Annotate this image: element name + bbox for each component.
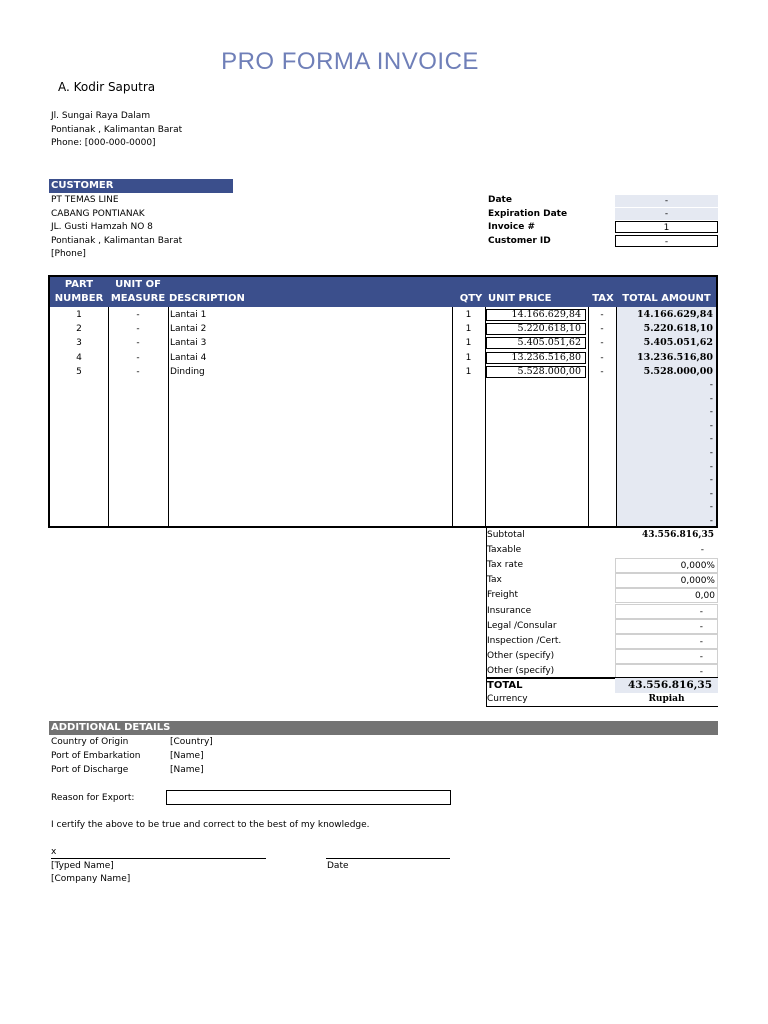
total-amount-cell: 5.405.051,62 [643, 337, 713, 349]
total-amount-cell: 14.166.629,84 [636, 309, 713, 320]
empty-total-cell: - [709, 488, 713, 499]
port-of-embarkation-value[interactable]: [Name] [170, 751, 204, 761]
description-cell: Lantai 2 [170, 324, 207, 335]
table-row [50, 322, 716, 336]
total-amount-cell: 5.220.618,10 [643, 323, 713, 335]
header-total-amount: TOTAL AMOUNT [622, 293, 711, 304]
currency-value[interactable]: Rupiah [648, 694, 685, 704]
additional-details-heading: ADDITIONAL DETAILS [49, 721, 718, 735]
customer-id-field[interactable]: - [615, 235, 718, 247]
unit-price-cell[interactable]: 5.405.051,62 [486, 337, 586, 349]
unit-cell: - [136, 338, 140, 349]
items-table [48, 275, 718, 528]
company-address [51, 110, 182, 151]
totals-value[interactable]: 0,00 [615, 588, 718, 603]
customer-line: Pontianak , Kalimantan Barat [51, 235, 183, 246]
qty-cell: 1 [465, 310, 472, 320]
phone-line: Phone: [000-000-0000] [51, 138, 156, 148]
customer-phone: [Phone] [51, 249, 86, 259]
expiration-date-field[interactable]: - [615, 208, 718, 220]
invoice-number-label: Invoice # [488, 222, 536, 232]
table-header [50, 277, 716, 307]
totals-label: Subtotal [487, 530, 525, 540]
unit-cell: - [136, 324, 140, 335]
address-line: Jl. Sungai Raya Dalam [51, 111, 151, 121]
unit-cell: - [136, 310, 140, 320]
customer-line: CABANG PONTIANAK [51, 208, 145, 219]
customer-id-label: Customer ID [488, 235, 551, 246]
description-cell: Lantai 3 [170, 338, 207, 349]
customer-line: PT TEMAS LINE [51, 195, 119, 205]
date-label: Date [488, 195, 512, 205]
empty-total-cell: - [709, 420, 713, 431]
signature-date-label: Date [327, 861, 349, 871]
description-cell: Lantai 4 [170, 352, 207, 363]
invoice-number-field[interactable]: 1 [615, 221, 718, 233]
tax-cell: - [600, 324, 604, 335]
signature-x: x [51, 847, 57, 857]
header-unit-price: UNIT PRICE [488, 293, 552, 304]
table-row [50, 351, 716, 365]
header-tax: TAX [592, 293, 614, 304]
qty-cell: 1 [465, 366, 472, 377]
totals-value[interactable]: 0,000% [615, 558, 718, 573]
totals-value: 43.556.816,35 [641, 530, 714, 540]
header-part-number [50, 278, 108, 306]
unit-price-cell[interactable]: 5.220.618,10 [486, 323, 586, 335]
qty-cell: 1 [465, 324, 472, 335]
meta-labels [488, 194, 567, 248]
totals-label: Tax rate [487, 560, 523, 571]
part-number-cell: 5 [76, 366, 82, 377]
port-of-discharge-label: Port of Discharge [51, 765, 129, 775]
unit-price-cell[interactable]: 13.236.516,80 [486, 352, 586, 364]
totals-value[interactable]: - [615, 634, 718, 649]
empty-total-cell: - [709, 407, 713, 418]
totals-value[interactable]: - [615, 649, 718, 664]
grand-total-label: TOTAL [487, 680, 523, 691]
total-amount-cell: 5.528.000,00 [643, 365, 713, 377]
totals-value[interactable]: - [615, 604, 718, 619]
header-text: PART [64, 279, 94, 290]
part-number-cell: 2 [76, 324, 82, 335]
qty-cell: 1 [465, 352, 472, 363]
customer-heading: CUSTOMER [49, 179, 233, 193]
tax-cell: - [600, 338, 604, 349]
date-line [326, 858, 450, 859]
document-title: PRO FORMA INVOICE [221, 48, 479, 75]
part-number-cell: 3 [76, 338, 82, 349]
empty-total-cell: - [709, 448, 713, 458]
tax-cell: - [600, 352, 604, 363]
totals-label: Taxable [487, 545, 522, 556]
currency-label: Currency [487, 694, 528, 704]
header-qty: QTY [459, 293, 483, 304]
typed-name[interactable]: [Typed Name] [51, 861, 114, 871]
unit-price-cell[interactable]: 5.528.000,00 [486, 366, 586, 378]
unit-cell: - [136, 352, 140, 363]
unit-cell: - [136, 366, 140, 377]
company-name: A. Kodir Saputra [58, 80, 156, 94]
customer-line: JL. Gusti Hamzah NO 8 [51, 222, 153, 232]
address-line: Pontianak , Kalimantan Barat [51, 124, 183, 135]
totals-label: Freight [487, 590, 519, 601]
table-row [50, 336, 716, 350]
country-of-origin-label: Country of Origin [51, 737, 129, 747]
empty-total-cell: - [709, 516, 713, 526]
grand-total-value: 43.556.816,35 [615, 678, 718, 693]
company-name-placeholder[interactable]: [Company Name] [51, 874, 131, 884]
empty-total-cell: - [709, 393, 713, 404]
description-cell: Dinding [170, 366, 205, 377]
totals-value[interactable]: 0,000% [615, 573, 718, 588]
description-cell: Lantai 1 [170, 310, 207, 320]
reason-for-export-field[interactable] [166, 790, 451, 805]
header-text: UNIT OF [115, 279, 161, 290]
tax-cell: - [600, 310, 604, 320]
tax-cell: - [600, 366, 604, 377]
empty-total-cell: - [709, 502, 713, 513]
port-of-embarkation-label: Port of Embarkation [51, 751, 141, 761]
empty-total-cell: - [709, 434, 713, 445]
table-row [50, 308, 716, 322]
unit-price-cell[interactable]: 14.166.629,84 [486, 309, 586, 321]
totals-value: - [700, 545, 704, 556]
totals-label: Legal /Consular [487, 620, 557, 631]
country-of-origin-value[interactable]: [Country] [170, 737, 213, 747]
part-number-cell: 1 [76, 310, 82, 320]
totals-label: Tax [487, 575, 502, 586]
totals-label: Inspection /Cert. [487, 635, 562, 646]
empty-total-cell: - [709, 380, 713, 390]
totals-label: Insurance [487, 605, 532, 616]
signature-line [51, 858, 266, 859]
empty-total-cell: - [709, 475, 713, 486]
customer-details [51, 194, 182, 262]
totals-value[interactable]: - [615, 664, 718, 679]
totals-label: Other (specify) [487, 665, 555, 676]
totals-value[interactable]: - [615, 619, 718, 634]
header-unit-of-measure [108, 278, 168, 306]
reason-for-export-label: Reason for Export: [51, 793, 135, 803]
part-number-cell: 4 [76, 352, 82, 363]
header-text: MEASURE [110, 293, 166, 304]
port-of-discharge-value[interactable]: [Name] [170, 765, 204, 775]
totals-label: Other (specify) [487, 650, 555, 661]
qty-cell: 1 [465, 338, 472, 349]
date-field[interactable]: - [615, 195, 718, 207]
header-description: DESCRIPTION [169, 293, 245, 304]
table-row [50, 365, 716, 379]
empty-total-cell: - [709, 461, 713, 472]
expiration-date-label: Expiration Date [488, 208, 568, 219]
header-text: NUMBER [54, 293, 104, 304]
certification-statement: I certify the above to be true and correct to the best of my knowledge. [51, 820, 370, 830]
total-amount-cell: 13.236.516,80 [636, 351, 713, 363]
